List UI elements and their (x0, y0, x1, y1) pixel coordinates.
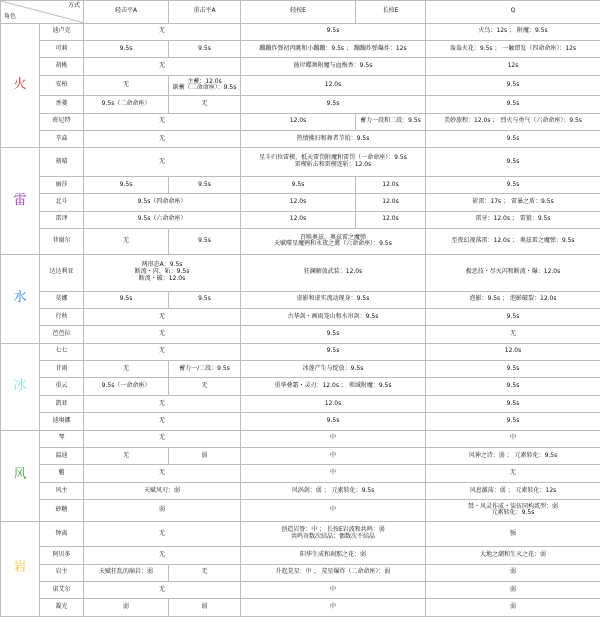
value-cell: 9.5s（一命命座） (84, 378, 169, 395)
value-cell: 中 (241, 448, 426, 465)
column-header: 长按E (356, 1, 426, 24)
value-cell: 重华叠霜・灵刃：12.0s ； 领域附魔：9.5s (241, 378, 426, 395)
value-cell: 9.5s (426, 361, 600, 378)
value-cell: 12.0s (241, 211, 356, 228)
table-row (1, 291, 600, 308)
value-cell: 12.0s (426, 343, 600, 360)
value-cell: 9.5s (426, 413, 600, 430)
value-cell: 无 (426, 326, 600, 343)
character-name: 莫娜 (40, 291, 84, 308)
value-cell: 弱 (169, 599, 241, 617)
character-name: 行秋 (40, 308, 84, 325)
table-row (1, 343, 600, 360)
value-cell: 9.5s (241, 343, 426, 360)
value-cell: 强 (426, 521, 600, 547)
value-cell: 9.5s (241, 23, 426, 40)
value-cell: 天赋狂乱的崩岩：弱 (84, 564, 169, 581)
value-cell: 彼岸蝶舞附魔与血梅香：9.5s (241, 58, 426, 75)
value-cell: 无 (84, 308, 241, 325)
value-cell: 无 (84, 343, 241, 360)
table-row (1, 326, 600, 343)
value-cell: 无 (84, 326, 241, 343)
value-cell: 弱 (84, 500, 241, 521)
table-row (1, 308, 600, 325)
element-label: 岩 (1, 521, 40, 616)
value-cell: 中 (241, 500, 426, 521)
character-name: 阿贝多 (40, 547, 84, 564)
character-name: 北斗 (40, 194, 84, 211)
value-cell: 弱 (169, 448, 241, 465)
value-cell: 12.0s (241, 113, 356, 130)
character-name: 岩主 (40, 564, 84, 581)
value-cell: 火鸟：12s ； 附魔：9.5s (426, 23, 600, 40)
value-cell: 中 (241, 430, 426, 447)
value-cell: 无 (169, 378, 241, 395)
corner-label-method: 方式 (67, 2, 80, 9)
value-cell: 创造岩脊：中 ； 长按E岩波和共鸣：弱 共鸣奇数次结晶；偶数次不结晶 (241, 521, 426, 547)
value-cell: 风涡剑：弱 ； 元素转化：9.5s (241, 482, 426, 499)
value-cell: 阳华生成和刹那之花：弱 (241, 547, 426, 564)
table-row (1, 194, 600, 211)
table-row (1, 148, 600, 177)
table-row (1, 395, 600, 412)
corner-label-character: 角色 (4, 12, 17, 20)
value-cell: 风神之诗：弱 ； 元素转化：9.5s (426, 448, 600, 465)
value-cell: 轰轰火花：9.5s ； 一触即发（四命命座）：12s (426, 40, 600, 57)
value-cell: 12.0s (241, 75, 426, 95)
value-cell: 12.0s (241, 194, 356, 211)
value-cell: 无 (84, 448, 169, 465)
table-row (1, 361, 600, 378)
character-name: 迪卢克 (40, 23, 84, 40)
character-name: 风主 (40, 482, 84, 499)
character-name: 钟离 (40, 521, 84, 547)
table-row (1, 547, 600, 564)
value-cell: 9.5s (426, 176, 600, 193)
value-cell: 无 (84, 148, 241, 177)
value-cell: 风息激荡：弱 ； 元素转化：12s (426, 482, 600, 499)
value-cell: 两形态A：9.5s 断流・闪、斩：9.5s 断流・破：12.0s (84, 254, 241, 291)
character-name: 凝光 (40, 599, 84, 617)
character-name: 香菱 (40, 96, 84, 113)
element-label: 雷 (1, 148, 40, 254)
character-name: 重云 (40, 378, 84, 395)
value-cell: 狂澜解放武装：12.0s (241, 254, 426, 291)
value-cell: 9.5s (169, 291, 241, 308)
value-cell: 中 (426, 430, 600, 447)
value-cell: 无 (84, 75, 169, 95)
table-row (1, 500, 600, 521)
header-row (1, 1, 600, 24)
table-row (1, 582, 600, 599)
value-cell: 弱 (426, 599, 600, 617)
character-name: 雷泽 (40, 211, 84, 228)
table-row (1, 23, 600, 40)
value-cell: 至夜幻视落雷：12.0s ； 奥兹雷之魔弹：9.5s (426, 229, 600, 255)
value-cell: 无 (84, 430, 241, 447)
value-cell: 9.5s (426, 96, 600, 113)
value-cell: 弱 (426, 582, 600, 599)
value-cell: 无 (84, 130, 241, 147)
table-row (1, 96, 600, 113)
value-cell: 12.0s (356, 176, 426, 193)
character-name: 芭芭拉 (40, 326, 84, 343)
value-cell: 极恶技・尽灭闪和断流・爆：12.0s (426, 254, 600, 291)
value-cell: 9.5s (241, 96, 426, 113)
value-cell: 9.5s (241, 176, 356, 193)
table-row (1, 482, 600, 499)
character-name: 甘雨 (40, 361, 84, 378)
character-name: 辛焱 (40, 130, 84, 147)
value-cell: 斫雷：17s ； 雷暴之盾：9.5s (426, 194, 600, 211)
value-cell: 弱 (426, 564, 600, 581)
value-cell: 9.5s (241, 413, 426, 430)
value-cell: 9.5s (426, 308, 600, 325)
table-row (1, 229, 600, 255)
value-cell: 无 (84, 113, 241, 130)
corner-header-cell (1, 1, 84, 24)
column-header: 轻按E (241, 1, 356, 24)
value-cell: 古华剑・画雨笼山和水帘剑：9.5s (241, 308, 426, 325)
character-name: 琴 (40, 430, 84, 447)
value-cell: 12.0s (356, 211, 426, 228)
value-cell: 无 (84, 58, 241, 75)
element-label: 风 (1, 430, 40, 521)
value-cell: 9.5s（四命命座） (84, 194, 241, 211)
value-cell: 12s (426, 58, 600, 75)
table-row (1, 378, 600, 395)
value-cell: 12.0s (356, 194, 426, 211)
value-cell: 9.5s（六命命座） (84, 211, 241, 228)
value-cell: 蓄力一/二段：9.5s (169, 361, 241, 378)
value-cell: 9.5s (426, 395, 600, 412)
value-cell: 升起荒星：中 ； 荒星爆炸（二命命座）：弱 (241, 564, 426, 581)
character-name: 诺艾尔 (40, 582, 84, 599)
value-cell: 9.5s (241, 326, 426, 343)
table-row (1, 465, 600, 482)
value-cell: 无 (84, 582, 241, 599)
value-cell: 无 (169, 564, 241, 581)
value-cell: 9.5s (169, 229, 241, 255)
value-cell: 主蓄：12.0s 副蓄（二命命座）：9.5s (169, 75, 241, 95)
value-cell: 9.5s (169, 176, 241, 193)
value-cell: 9.5s (84, 176, 169, 193)
character-name: 温迪 (40, 448, 84, 465)
table-row (1, 211, 600, 228)
table-row (1, 413, 600, 430)
value-cell: 9.5s (426, 130, 600, 147)
character-name: 菲谢尔 (40, 229, 84, 255)
table-row (1, 176, 600, 193)
value-cell: 大地之潮和生灭之花：弱 (426, 547, 600, 564)
value-cell: 无 (84, 361, 169, 378)
value-cell: 召唤奥兹，奥兹雷之魔弹 天赋噬星魔鸦和永夜之禽（六命命座）：9.5s (241, 229, 426, 255)
character-name: 刻晴 (40, 148, 84, 177)
value-cell: 弱 (84, 599, 169, 617)
value-cell: 热情拂扫和舞者节拍：9.5s (241, 130, 426, 147)
value-cell: 9.5s (84, 291, 169, 308)
value-cell: 无 (84, 547, 241, 564)
character-name: 班尼特 (40, 113, 84, 130)
element-label: 水 (1, 254, 40, 343)
character-name: 丽莎 (40, 176, 84, 193)
table-row (1, 254, 600, 291)
value-cell: 无 (84, 229, 169, 255)
value-cell: 9.5s (169, 40, 241, 57)
column-header: Q (426, 1, 600, 24)
table-row (1, 521, 600, 547)
value-cell: 无 (84, 521, 241, 547)
character-name: 凯亚 (40, 395, 84, 412)
character-name: 砂糖 (40, 500, 84, 521)
character-name: 可莉 (40, 40, 84, 57)
value-cell: 9.5s (426, 75, 600, 95)
value-cell: 虚影和虚实流动现身：9.5s (241, 291, 426, 308)
value-cell: 无 (84, 23, 241, 40)
value-cell: 蹦蹦炸弹初丙眺和小蹦蹦：9.5s ； 蹦蹦炸弹爆炸：12s (241, 40, 426, 57)
value-cell: 9.5s (426, 148, 600, 177)
character-name: 魈 (40, 465, 84, 482)
value-cell: 9.5s (426, 378, 600, 395)
value-cell: 中 (241, 465, 426, 482)
element-label: 火 (1, 23, 40, 148)
character-name: 迪奥娜 (40, 413, 84, 430)
value-cell: 天赋风刃：弱 (84, 482, 241, 499)
table-row (1, 75, 600, 95)
value-cell: 中 (241, 582, 426, 599)
table-row (1, 599, 600, 617)
table-row (1, 430, 600, 447)
column-header: 重击平A (169, 1, 241, 24)
value-cell: 美妙旅程：12.0s ； 烈火与勇气（六命命座）：9.5s (426, 113, 600, 130)
column-header: 轻击平A (84, 1, 169, 24)
value-cell: 无 (84, 465, 241, 482)
value-cell: 冰莲产生与绽放：9.5s (241, 361, 426, 378)
character-name: 达达利亚 (40, 254, 84, 291)
value-cell: 9.5s（二命命座） (84, 96, 169, 113)
table-row (1, 564, 600, 581)
value-cell: 无 (84, 395, 241, 412)
value-cell: 无 (84, 413, 241, 430)
table-row (1, 130, 600, 147)
table-row (1, 40, 600, 57)
table-row (1, 448, 600, 465)
character-name: 胡桃 (40, 58, 84, 75)
value-cell: 禁・风灵作成・柒伍同构贰型：弱 元素转化：9.5s (426, 500, 600, 521)
value-cell: 雷牙：12.0s ； 雷狼：9.5s (426, 211, 600, 228)
value-cell: 中 (241, 599, 426, 617)
character-name: 七七 (40, 343, 84, 360)
value-cell: 无 (169, 96, 241, 113)
table-row (1, 113, 600, 130)
element-label: 冰 (1, 343, 40, 430)
value-cell: 12.0s (241, 395, 426, 412)
value-cell: 无 (426, 465, 600, 482)
table-row (1, 58, 600, 75)
value-cell: 9.5s (84, 40, 169, 57)
value-cell: 蓄力一段和二段：9.5s (356, 113, 426, 130)
value-cell: 星斗归位雷楔，抵天雷罚附魔和雷罚（一命命座）：9.5s 雷楔斩击和雷楔连斩：12.0s (241, 148, 426, 177)
character-name: 安柏 (40, 75, 84, 95)
value-cell: 泡影：9.5s ； 泡影破裂：12.0s (426, 291, 600, 308)
